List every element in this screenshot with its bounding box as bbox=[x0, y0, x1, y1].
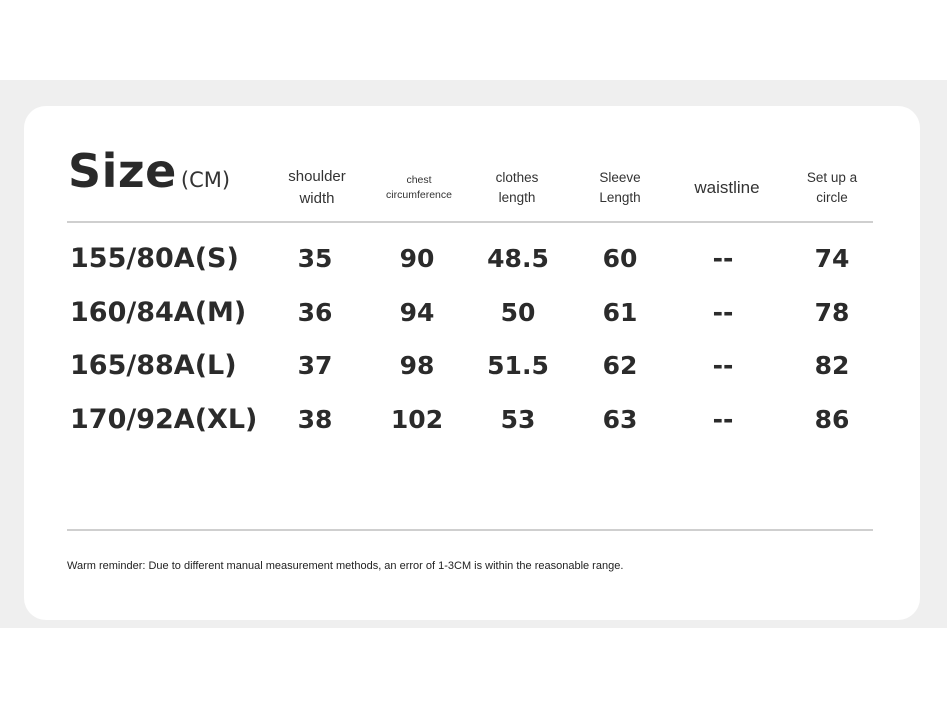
table-row bbox=[24, 239, 920, 279]
size-label: 160/84A(M) bbox=[70, 297, 247, 328]
header-waistline bbox=[694, 158, 759, 218]
size-chart-card bbox=[24, 106, 920, 620]
title-unit: (CM) bbox=[180, 168, 231, 192]
header-clothes-length bbox=[496, 158, 539, 218]
header-line: circumference bbox=[386, 189, 452, 201]
value-cell: 60 bbox=[602, 244, 638, 273]
value-cell: 78 bbox=[814, 298, 850, 327]
warm-reminder-note: Warm reminder: Due to different manual measurement methods, an error of 1-3CM is within the reasonable range. bbox=[67, 560, 624, 572]
header-line: shoulder bbox=[288, 168, 346, 186]
value-cell: -- bbox=[712, 351, 734, 380]
header-line: length bbox=[498, 190, 536, 205]
size-label: 165/88A(L) bbox=[70, 350, 237, 381]
size-label: 170/92A(XL) bbox=[70, 404, 258, 435]
value-cell: 74 bbox=[814, 244, 850, 273]
header-line: Sleeve bbox=[599, 170, 641, 186]
value-cell: 50 bbox=[500, 298, 536, 327]
value-cell: 94 bbox=[399, 298, 435, 327]
value-cell: 90 bbox=[399, 244, 435, 273]
value-cell: 61 bbox=[602, 298, 638, 327]
size-label: 155/80A(S) bbox=[70, 243, 239, 274]
footer-divider bbox=[67, 529, 873, 531]
value-cell: 38 bbox=[297, 405, 333, 434]
header-line: Length bbox=[599, 190, 641, 205]
header-line: width bbox=[299, 190, 335, 207]
value-cell: 35 bbox=[297, 244, 333, 273]
value-cell: 86 bbox=[814, 405, 850, 434]
header-line: clothes bbox=[495, 170, 539, 186]
header-sleeve-length bbox=[599, 158, 640, 218]
value-cell: -- bbox=[712, 405, 734, 434]
table-row bbox=[24, 346, 920, 386]
header-shoulder-width bbox=[288, 158, 346, 218]
value-cell: 37 bbox=[297, 351, 333, 380]
value-cell: 82 bbox=[814, 351, 850, 380]
header-chest-circumference bbox=[386, 158, 452, 218]
value-cell: 62 bbox=[602, 351, 638, 380]
header-line: waistline bbox=[694, 177, 760, 197]
table-row bbox=[24, 400, 920, 440]
header-set-up-a-circle bbox=[807, 158, 857, 218]
value-cell: 53 bbox=[500, 405, 536, 434]
title-main: Size bbox=[68, 144, 177, 198]
value-cell: 98 bbox=[399, 351, 435, 380]
header-divider bbox=[67, 221, 873, 223]
header-line: Set up a bbox=[806, 170, 858, 186]
value-cell: 102 bbox=[390, 405, 444, 434]
value-cell: 48.5 bbox=[487, 244, 549, 273]
table-row bbox=[24, 293, 920, 333]
value-cell: -- bbox=[712, 244, 734, 273]
value-cell: 36 bbox=[297, 298, 333, 327]
header-line: circle bbox=[816, 190, 848, 205]
value-cell: -- bbox=[712, 298, 734, 327]
chart-title bbox=[68, 144, 230, 198]
value-cell: 51.5 bbox=[487, 351, 549, 380]
value-cell: 63 bbox=[602, 405, 638, 434]
header-line: chest bbox=[406, 173, 432, 186]
